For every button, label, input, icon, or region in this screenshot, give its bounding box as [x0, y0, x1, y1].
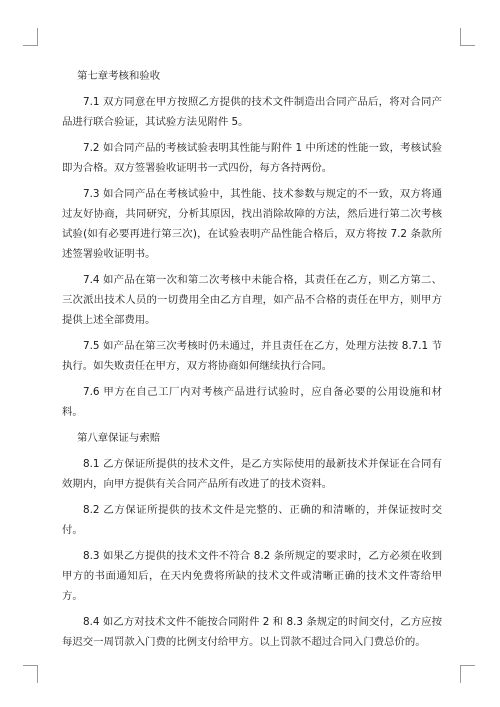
document-body: [62, 66, 442, 658]
clause-7-4: 7.4 如产品在第一次和第二次考核中未能合格，其责任在乙方，则乙方第二、三次派出技术人员的一切费用全由乙方自理，如产品不合格的责任在甲方，则甲方提供上述全部费用。: [62, 274, 442, 326]
crop-mark-bottom-right-v: [460, 665, 461, 683]
crop-mark-bottom-left-v: [37, 665, 38, 683]
chapter-7-heading: 第七章考核和验收: [77, 70, 161, 82]
clause-8-4: 8.4 如乙方对技术文件不能按合同附件 2 和 8.3 条规定的时间交付，乙方应按每迟交一周罚款入门费的比例支付给甲方。以上罚款不超过合同入门费总价的。: [62, 616, 442, 648]
clause-7-6: 7.6 甲方在自己工厂内对考核产品进行试验时，应自备必要的公用设施和材料。: [62, 386, 442, 418]
crop-mark-top-left-h: [23, 45, 38, 46]
clause-7-1: 7.1 双方同意在甲方按照乙方提供的技术文件制造出合同产品后，将对合同产品进行联合验证，其试验方法见附件 5。: [62, 96, 442, 128]
chapter-8-heading: 第八章保证与索赔: [77, 432, 161, 444]
clause-8-3: 8.3 如果乙方提供的技术文件不符合 8.2 条所规定的要求时，乙方必须在收到甲方的书面通知后，在天内免费将所缺的技术文件或清晰正确的技术文件寄给甲方。: [62, 550, 442, 602]
clause-7-5: 7.5 如产品在第三次考核时仍未通过，并且责任在乙方，处理方法按 8.7.1 节执行。如失败责任在甲方，双方将协商如何继续执行合同。: [62, 340, 442, 372]
crop-mark-top-right-h: [460, 45, 475, 46]
crop-mark-top-left-v: [37, 28, 38, 46]
clause-7-2: 7.2 如合同产品的考核试验表明其性能与附件 1 中所述的性能一致，考核试验即为合格。双方签署验收证明书一式四份，每方各持两份。: [62, 142, 442, 174]
clause-8-1: 8.1 乙方保证所提供的技术文件，是乙方实际使用的最新技术并保证在合同有效期内，向甲方提供有关合同产品所有改进了的技术资料。: [62, 458, 442, 490]
crop-mark-bottom-right-h: [460, 665, 475, 666]
clause-7-3: 7.3 如合同产品在考核试验中，其性能、技术参数与规定的不一致，双方将通过友好协商，共同研究，分析其原因，找出消除故障的方法，然后进行第二次考核试验(如有必要再进行第三次)，在试验表明产品性能合格后，双方将按 7.2 条款所述签署验收证明书。: [62, 188, 442, 260]
crop-mark-top-right-v: [460, 28, 461, 46]
crop-mark-bottom-left-h: [23, 665, 38, 666]
clause-8-2: 8.2 乙方保证所提供的技术文件是完整的、正确的和清晰的，并保证按时交付。: [62, 504, 442, 536]
